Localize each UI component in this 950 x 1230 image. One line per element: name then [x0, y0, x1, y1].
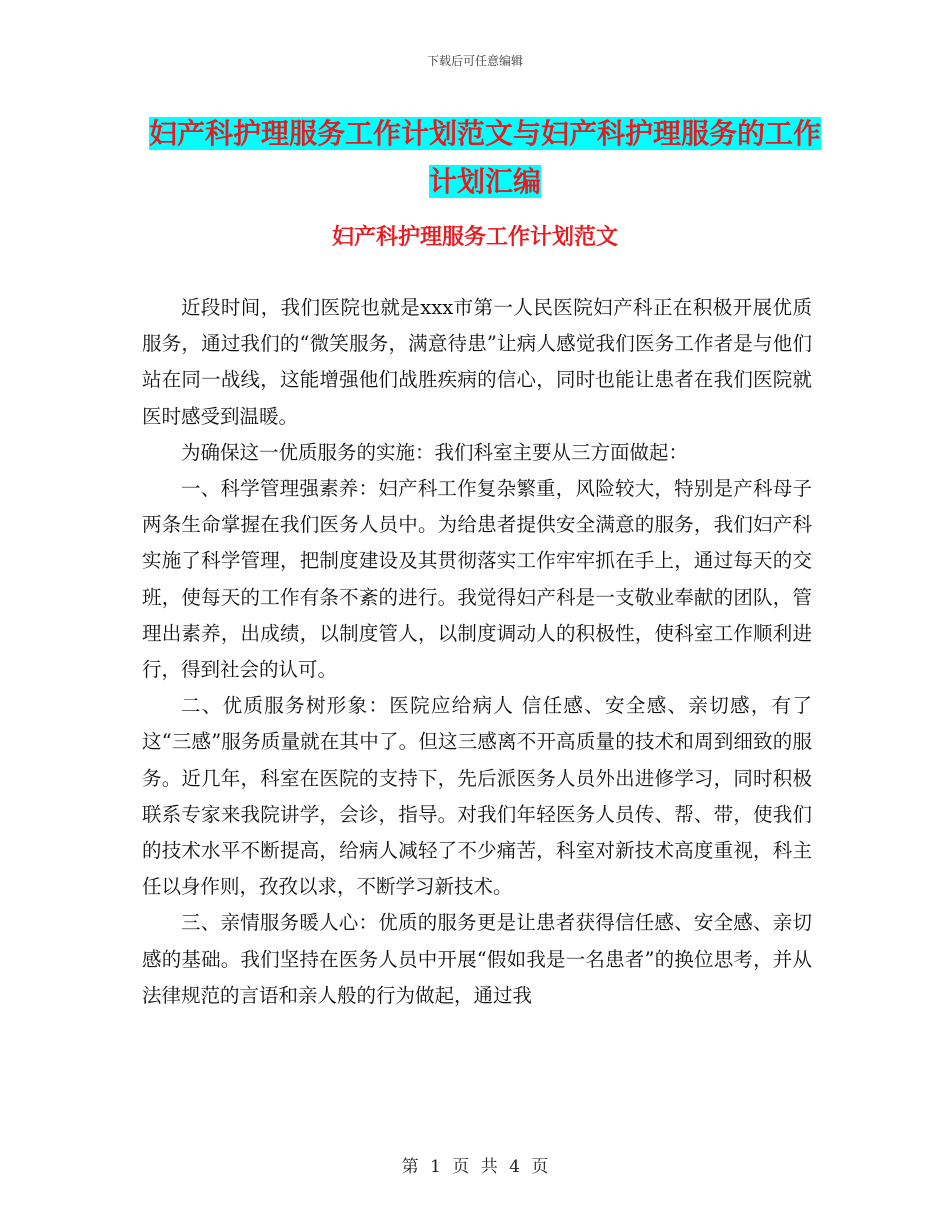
body-text	[142, 290, 812, 1014]
paragraph: 三、亲情服务暖人心：优质的服务更是让患者获得信任感、安全感、亲切感的基础。我们坚持在医务人员中开展“假如我是一名患者”的换位思考，并从法律规范的言语和亲人般的行为做起，通过我	[142, 911, 812, 1007]
page-number: 第 1 页 共 4 页	[401, 1157, 549, 1177]
paragraph: 为确保这一优质服务的实施：我们科室主要从三方面做起：	[181, 440, 689, 464]
title-highlight: 妇产科护理服务工作计划范文与妇产科护理服务的工作计划汇编	[148, 117, 821, 198]
section-title: 妇产科护理服务工作计划范文	[331, 224, 618, 250]
header-note: 下载后可任意编辑	[426, 54, 523, 68]
paragraph: 一、科学管理强素养：妇产科工作复杂繁重，风险较大，特别是产科母子两条生命掌握在我们医务人员中。为给患者提供安全满意的服务，我们妇产科实施了科学管理，把制度建设及其贯彻落实工作牢牢抓在手上，通过每天的交班，使每天的工作有条不紊的进行。我觉得妇产科是一支敬业奉献的团队，管理出素养，出成绩，以制度管人，以制度调动人的积极性，使科室工作顺利进行，得到社会的认可。	[142, 477, 812, 682]
paragraph: 近段时间，我们医院也就是xxx市第一人民医院妇产科正在积极开展优质服务，通过我们的“微笑服务，满意待患”让病人感觉我们医务工作者是与他们站在同一战线，这能增强他们战胜疾病的信心，同时也能让患者在我们医院就医时感受到温暖。	[142, 296, 812, 428]
paragraph: 二、优质服务树形象：医院应给病人 信任感、安全感、亲切感，有了这“三感”服务质量就在其中了。但这三感离不开高质量的技术和周到细致的服务。近几年，科室在医院的支持下，先后派医务人员外出进修学习，同时积极联系专家来我院讲学，会诊，指导。对我们年轻医务人员传、帮、带，使我们的技术水平不断提高，给病人减轻了不少痛苦，科室对新技术高度重视，科主任以身作则，孜孜以求，不断学习新技术。	[142, 694, 812, 899]
document-title	[140, 110, 830, 206]
